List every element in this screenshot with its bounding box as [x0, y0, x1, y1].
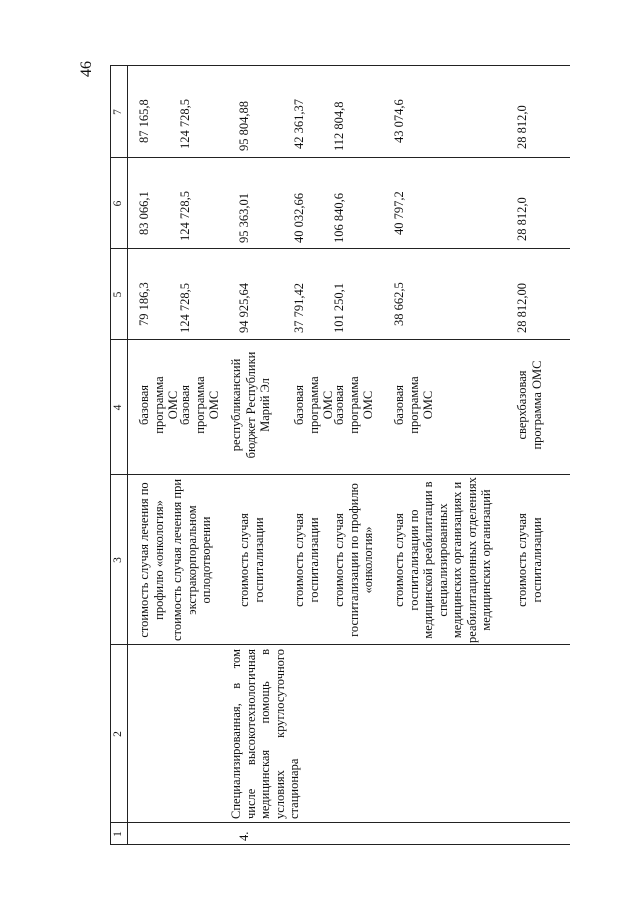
table-row-3-value-6: 40 032,66	[292, 193, 306, 243]
table-row-3-value-7: 42 361,37	[292, 99, 306, 149]
column-divider	[110, 822, 570, 823]
table-row-2-value-7: 95 804,88	[237, 101, 251, 151]
table-row-6-value-5: 28 812,00	[515, 283, 529, 333]
header-bottom-border	[127, 65, 128, 845]
header-col-2: 2	[112, 731, 124, 737]
table-row-4-value-6: 106 840,6	[332, 193, 346, 243]
table-row-5-value-7: 43 074,6	[392, 99, 406, 143]
table-row-4-unit: стоимость случая госпитализации по профилю «онкология»	[332, 483, 375, 637]
column-divider	[110, 157, 570, 158]
column-divider	[110, 248, 570, 249]
table-row-1-value-6: 124 728,5	[178, 191, 192, 241]
table-row-4-source: базовая программа ОМС	[332, 376, 375, 434]
header-col-4: 4	[112, 404, 124, 411]
rotated-table	[110, 65, 570, 845]
table-row-0-value-6: 83 066,1	[137, 191, 151, 235]
table-row-6-value-6: 28 812,0	[515, 197, 529, 241]
table-right-border	[110, 65, 570, 66]
header-col-1: 1	[112, 831, 124, 837]
table-row-2-value-5: 94 925,64	[237, 283, 251, 333]
table-row-6-source: сверхбазовая программа ОМС	[515, 360, 544, 450]
column-divider	[110, 474, 570, 475]
table-row-5-source: базовая программа ОМС	[392, 376, 435, 434]
header-col-5: 5	[112, 291, 124, 298]
table-row-3-value-5: 37 791,42	[292, 283, 306, 333]
table-row-3-source: базовая программа ОМС	[292, 376, 335, 434]
table-row-0-source: базовая программа ОМС	[137, 376, 180, 434]
table-row-6-unit: стоимость случая госпитализации	[515, 513, 544, 607]
table-row-2-unit: стоимость случая госпитализации	[237, 513, 266, 607]
table-row-2-number: 4.	[237, 831, 251, 841]
page-number: 46	[78, 61, 95, 77]
table-row-1-unit: стоимость случая лечения при экстракорпоральном оплодотворении	[170, 478, 213, 642]
table-row-5-value-6: 40 797,2	[392, 191, 406, 235]
table-row-1-value-7: 124 728,5	[178, 99, 192, 149]
table-row-5-unit: стоимость случая госпитализации по медицинской реабилитации в специализированных медицинских организациях и реабилитационных отделениях медицинских организаций	[392, 477, 493, 643]
table-row-6-value-7: 28 812,0	[515, 105, 529, 149]
header-col-7: 7	[112, 109, 124, 115]
table-row-1-value-5: 124 728,5	[178, 283, 192, 333]
table-row-0-value-5: 79 186,3	[137, 282, 151, 326]
table-row-5-value-5: 38 662,5	[392, 282, 406, 326]
table-row-2-value-6: 95 363,01	[237, 193, 251, 243]
header-col-6: 6	[112, 200, 124, 207]
table-row-0-value-7: 87 165,8	[137, 99, 151, 143]
table-row-4-value-5: 101 250,1	[332, 283, 346, 333]
table-row-2-type: Специализированная, в том числе высокотехнологичная медицинская помощь в условиях круглосуточного стационара	[229, 649, 301, 819]
table-left-border	[110, 844, 570, 845]
header-col-3: 3	[112, 557, 124, 563]
table-row-2-source: республиканский бюджет Республики Марий Эл	[229, 351, 272, 459]
column-divider	[110, 339, 570, 340]
table-row-4-value-7: 112 804,8	[332, 101, 346, 151]
table-row-1-source: базовая программа ОМС	[178, 376, 221, 434]
column-divider	[110, 644, 570, 645]
table-row-3-unit: стоимость случая госпитализации	[292, 513, 321, 607]
table-row-0-unit: стоимость случая лечения по профилю «онкология»	[137, 482, 166, 638]
